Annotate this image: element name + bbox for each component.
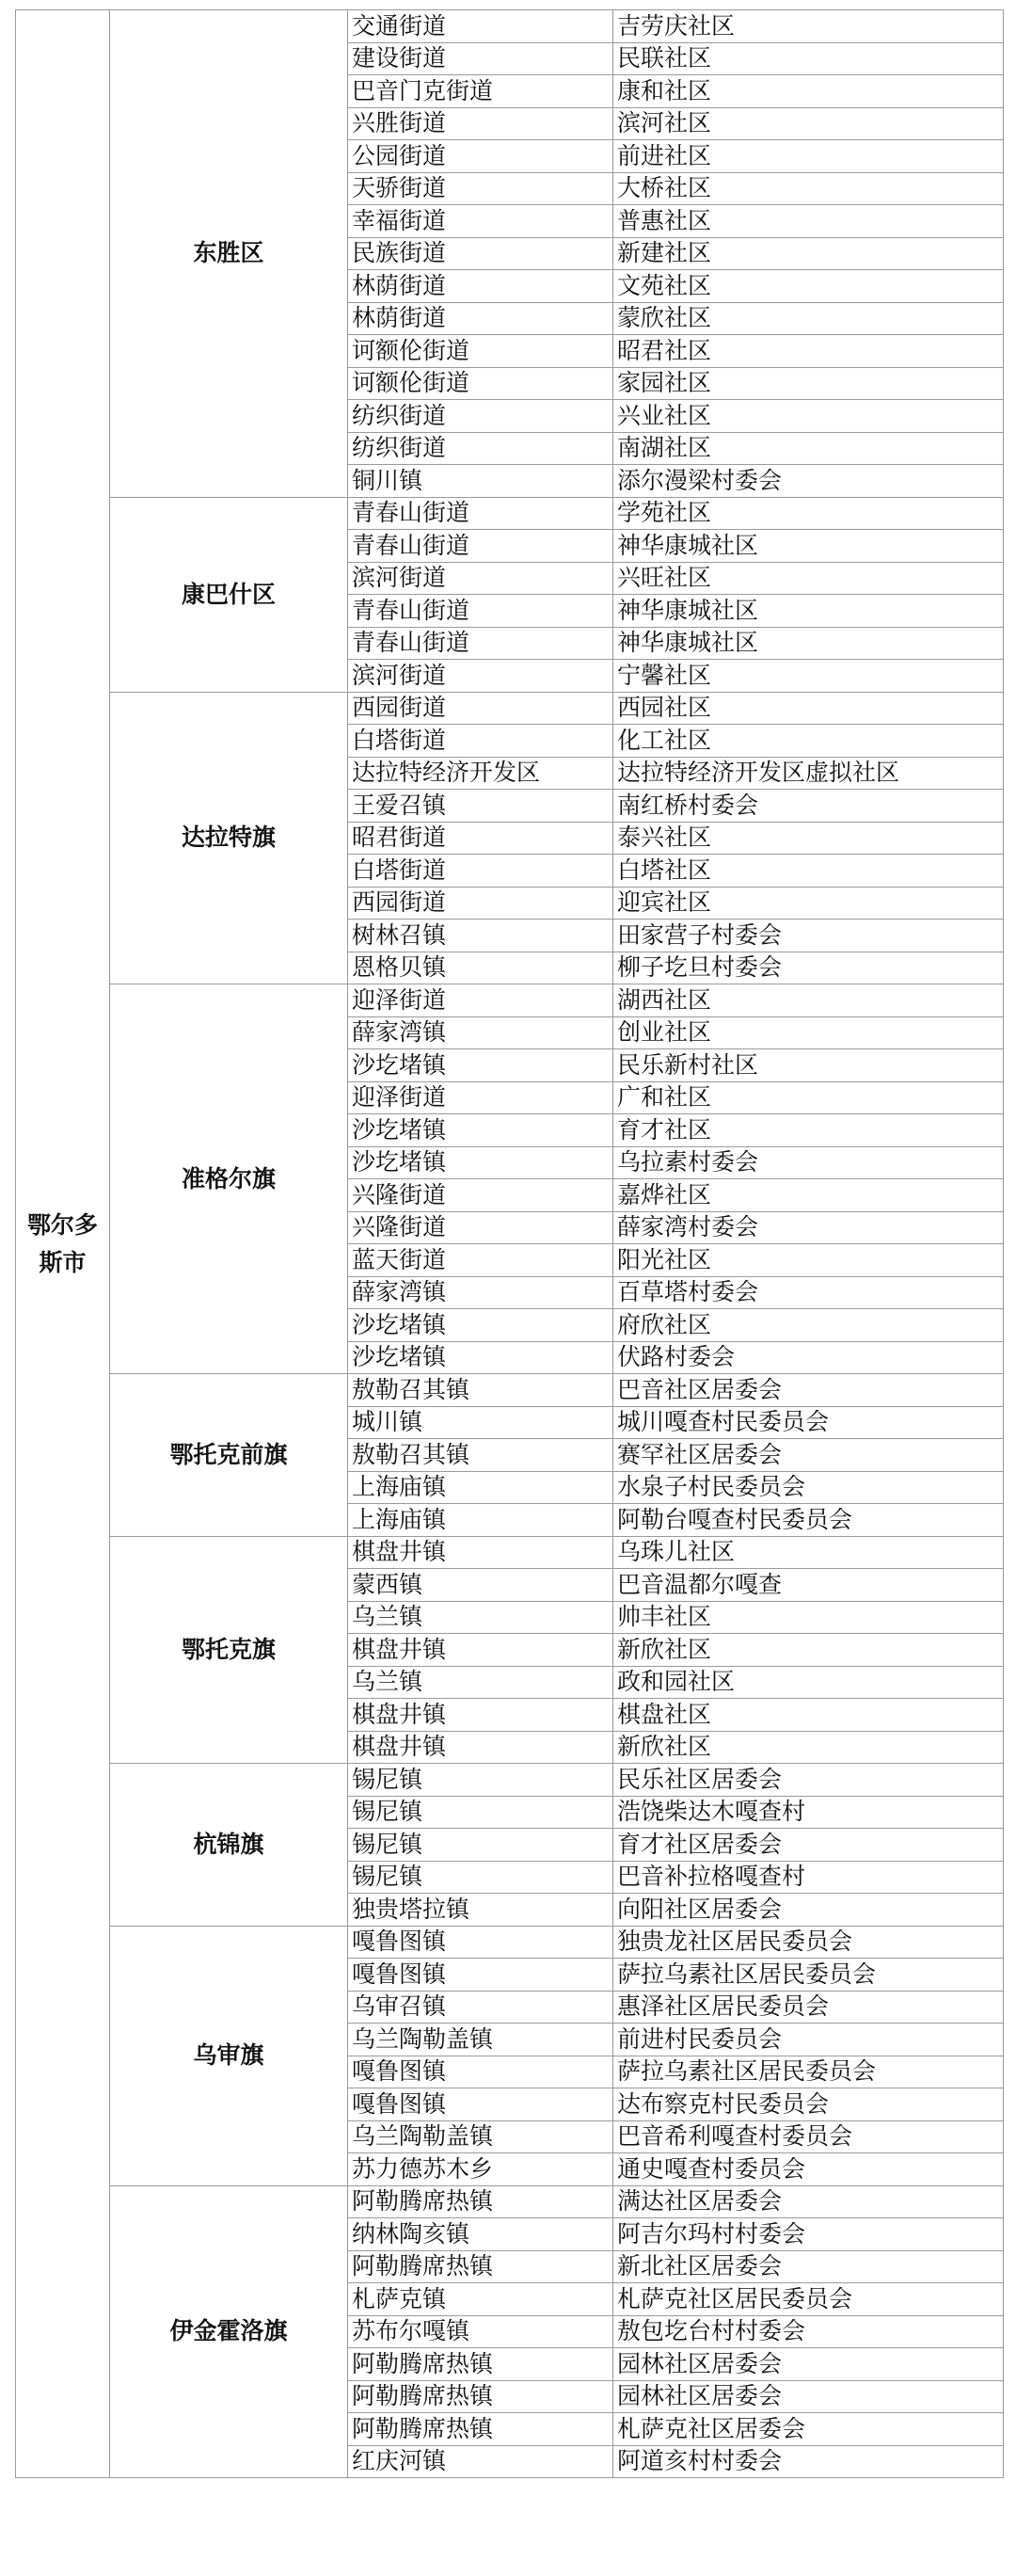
town-cell: 乌兰陶勒盖镇 — [348, 2120, 613, 2153]
district-cell: 鄂托克旗 — [110, 1536, 348, 1764]
community-cell: 薛家湾村委会 — [613, 1211, 1004, 1244]
district-cell: 准格尔旗 — [110, 984, 348, 1374]
district-cell: 伊金霍洛旗 — [110, 2185, 348, 2478]
community-cell: 巴音希利嘎查村委员会 — [613, 2120, 1004, 2153]
town-cell: 昭君街道 — [348, 822, 613, 855]
town-cell: 锡尼镇 — [348, 1861, 613, 1894]
community-cell: 达拉特经济开发区虚拟社区 — [613, 757, 1004, 790]
town-cell: 达拉特经济开发区 — [348, 757, 613, 790]
town-cell: 红庆河镇 — [348, 2445, 613, 2478]
district-cell: 东胜区 — [110, 10, 348, 498]
town-cell: 棋盘井镇 — [348, 1536, 613, 1569]
table-row — [16, 1926, 1004, 1959]
community-table — [15, 9, 1004, 2478]
town-cell: 乌兰镇 — [348, 1666, 613, 1699]
community-cell: 阿道亥村村委会 — [613, 2445, 1004, 2478]
district-cell: 康巴什区 — [110, 497, 348, 692]
community-cell: 滨河社区 — [613, 107, 1004, 140]
district-cell: 达拉特旗 — [110, 692, 348, 984]
town-cell: 白塔街道 — [348, 855, 613, 888]
town-cell: 青春山街道 — [348, 595, 613, 628]
community-cell: 兴旺社区 — [613, 562, 1004, 595]
town-cell: 建设街道 — [348, 42, 613, 75]
community-cell: 育才社区居委会 — [613, 1829, 1004, 1862]
table-row — [16, 10, 1004, 43]
town-cell: 铜川镇 — [348, 465, 613, 498]
town-cell: 棋盘井镇 — [348, 1731, 613, 1764]
town-cell: 薛家湾镇 — [348, 1276, 613, 1309]
town-cell: 乌兰镇 — [348, 1601, 613, 1634]
town-cell: 西园街道 — [348, 692, 613, 725]
town-cell: 诃额伦街道 — [348, 367, 613, 400]
town-cell: 锡尼镇 — [348, 1829, 613, 1862]
town-cell: 纳林陶亥镇 — [348, 2218, 613, 2251]
community-cell: 浩饶柴达木嘎查村 — [613, 1796, 1004, 1829]
town-cell: 青春山街道 — [348, 530, 613, 563]
table-row — [16, 1536, 1004, 1569]
community-cell: 满达社区居委会 — [613, 2185, 1004, 2218]
town-cell: 青春山街道 — [348, 497, 613, 530]
community-cell: 阿吉尔玛村村委会 — [613, 2218, 1004, 2251]
town-cell: 巴音门克街道 — [348, 75, 613, 108]
town-cell: 沙圪堵镇 — [348, 1049, 613, 1082]
community-cell: 大桥社区 — [613, 172, 1004, 205]
town-cell: 兴隆街道 — [348, 1211, 613, 1244]
town-cell: 敖勒召其镇 — [348, 1439, 613, 1472]
town-cell: 林荫街道 — [348, 270, 613, 303]
town-cell: 树林召镇 — [348, 920, 613, 952]
community-cell: 萨拉乌素社区居民委员会 — [613, 1959, 1004, 1992]
town-cell: 苏力德苏木乡 — [348, 2153, 613, 2186]
community-cell: 添尔漫梁村委会 — [613, 465, 1004, 498]
town-cell: 阿勒腾席热镇 — [348, 2185, 613, 2218]
community-cell: 民乐新村社区 — [613, 1049, 1004, 1082]
community-cell: 湖西社区 — [613, 984, 1004, 1017]
town-cell: 嘎鲁图镇 — [348, 2056, 613, 2088]
community-cell: 新建社区 — [613, 237, 1004, 270]
community-cell: 萨拉乌素社区居民委员会 — [613, 2056, 1004, 2088]
town-cell: 苏布尔嘎镇 — [348, 2315, 613, 2348]
town-cell: 公园街道 — [348, 140, 613, 173]
community-cell: 南湖社区 — [613, 432, 1004, 465]
community-cell: 园林社区居委会 — [613, 2380, 1004, 2413]
table-row — [16, 497, 1004, 530]
table-row — [16, 692, 1004, 725]
town-cell: 兴胜街道 — [348, 107, 613, 140]
community-cell: 白塔社区 — [613, 855, 1004, 888]
community-cell: 神华康城社区 — [613, 595, 1004, 628]
community-cell: 巴音补拉格嘎查村 — [613, 1861, 1004, 1894]
community-cell: 札萨克社区居委会 — [613, 2413, 1004, 2446]
community-cell: 育才社区 — [613, 1114, 1004, 1147]
community-cell: 嘉烨社区 — [613, 1179, 1004, 1212]
community-cell: 阿勒台嘎查村民委员会 — [613, 1504, 1004, 1537]
community-cell: 学苑社区 — [613, 497, 1004, 530]
town-cell: 乌审召镇 — [348, 1991, 613, 2024]
community-table-body — [16, 10, 1004, 2478]
community-cell: 独贵龙社区居民委员会 — [613, 1926, 1004, 1959]
community-cell: 兴业社区 — [613, 400, 1004, 433]
community-cell: 宁馨社区 — [613, 660, 1004, 693]
town-cell: 城川镇 — [348, 1406, 613, 1439]
community-cell: 南红桥村委会 — [613, 790, 1004, 823]
town-cell: 嘎鲁图镇 — [348, 2088, 613, 2121]
community-cell: 巴音温都尔嘎查 — [613, 1569, 1004, 1602]
town-cell: 纺织街道 — [348, 400, 613, 433]
town-cell: 棋盘井镇 — [348, 1699, 613, 1732]
town-cell: 上海庙镇 — [348, 1471, 613, 1504]
community-cell: 民乐社区居委会 — [613, 1764, 1004, 1797]
community-cell: 敖包圪台村村委会 — [613, 2315, 1004, 2348]
table-row — [16, 1764, 1004, 1797]
town-cell: 诃额伦街道 — [348, 335, 613, 368]
town-cell: 沙圪堵镇 — [348, 1341, 613, 1374]
town-cell: 西园街道 — [348, 887, 613, 920]
town-cell: 上海庙镇 — [348, 1504, 613, 1537]
town-cell: 沙圪堵镇 — [348, 1114, 613, 1147]
district-cell: 鄂托克前旗 — [110, 1374, 348, 1537]
community-cell: 百草塔村委会 — [613, 1276, 1004, 1309]
community-cell: 柳子圪旦村委会 — [613, 952, 1004, 984]
town-cell: 恩格贝镇 — [348, 952, 613, 984]
town-cell: 嘎鲁图镇 — [348, 1926, 613, 1959]
community-cell: 前进村民委员会 — [613, 2024, 1004, 2056]
table-row — [16, 984, 1004, 1017]
community-cell: 通史嘎查村委员会 — [613, 2153, 1004, 2186]
table-row — [16, 2185, 1004, 2218]
town-cell: 民族街道 — [348, 237, 613, 270]
town-cell: 迎泽街道 — [348, 984, 613, 1017]
community-cell: 西园社区 — [613, 692, 1004, 725]
community-cell: 田家营子村委会 — [613, 920, 1004, 952]
community-cell: 创业社区 — [613, 1016, 1004, 1049]
district-cell: 杭锦旗 — [110, 1764, 348, 1927]
town-cell: 薛家湾镇 — [348, 1016, 613, 1049]
community-cell: 惠泽社区居民委员会 — [613, 1991, 1004, 2024]
community-cell: 札萨克社区居民委员会 — [613, 2283, 1004, 2316]
community-cell: 家园社区 — [613, 367, 1004, 400]
community-cell: 伏路村委会 — [613, 1341, 1004, 1374]
community-cell: 园林社区居委会 — [613, 2348, 1004, 2381]
district-cell: 乌审旗 — [110, 1926, 348, 2185]
community-cell: 乌珠儿社区 — [613, 1536, 1004, 1569]
town-cell: 青春山街道 — [348, 627, 613, 660]
community-cell: 巴音社区居委会 — [613, 1374, 1004, 1407]
community-cell: 政和园社区 — [613, 1666, 1004, 1699]
community-cell: 神华康城社区 — [613, 627, 1004, 660]
community-cell: 乌拉素村委会 — [613, 1146, 1004, 1179]
town-cell: 棋盘井镇 — [348, 1634, 613, 1667]
town-cell: 迎泽街道 — [348, 1081, 613, 1114]
community-cell: 吉劳庆社区 — [613, 10, 1004, 43]
community-cell: 赛罕社区居委会 — [613, 1439, 1004, 1472]
city-cell: 鄂尔多斯市 — [16, 10, 110, 2478]
community-cell: 泰兴社区 — [613, 822, 1004, 855]
community-cell: 府欣社区 — [613, 1309, 1004, 1342]
town-cell: 滨河街道 — [348, 660, 613, 693]
community-cell: 阳光社区 — [613, 1244, 1004, 1277]
town-cell: 嘎鲁图镇 — [348, 1959, 613, 1992]
town-cell: 林荫街道 — [348, 302, 613, 335]
town-cell: 交通街道 — [348, 10, 613, 43]
town-cell: 幸福街道 — [348, 205, 613, 238]
community-cell: 民联社区 — [613, 42, 1004, 75]
town-cell: 札萨克镇 — [348, 2283, 613, 2316]
community-cell: 昭君社区 — [613, 335, 1004, 368]
town-cell: 兴隆街道 — [348, 1179, 613, 1212]
community-cell: 化工社区 — [613, 725, 1004, 758]
town-cell: 王爱召镇 — [348, 790, 613, 823]
town-cell: 滨河街道 — [348, 562, 613, 595]
town-cell: 独贵塔拉镇 — [348, 1894, 613, 1927]
town-cell: 乌兰陶勒盖镇 — [348, 2024, 613, 2056]
community-cell: 帅丰社区 — [613, 1601, 1004, 1634]
town-cell: 蓝天街道 — [348, 1244, 613, 1277]
community-cell: 普惠社区 — [613, 205, 1004, 238]
community-cell: 神华康城社区 — [613, 530, 1004, 563]
community-cell: 城川嘎查村民委员会 — [613, 1406, 1004, 1439]
community-cell: 新欣社区 — [613, 1731, 1004, 1764]
community-cell: 广和社区 — [613, 1081, 1004, 1114]
community-cell: 蒙欣社区 — [613, 302, 1004, 335]
town-cell: 锡尼镇 — [348, 1796, 613, 1829]
town-cell: 阿勒腾席热镇 — [348, 2250, 613, 2283]
table-row — [16, 1374, 1004, 1407]
community-cell: 新北社区居委会 — [613, 2250, 1004, 2283]
community-cell: 文苑社区 — [613, 270, 1004, 303]
town-cell: 沙圪堵镇 — [348, 1146, 613, 1179]
town-cell: 阿勒腾席热镇 — [348, 2413, 613, 2446]
town-cell: 天骄街道 — [348, 172, 613, 205]
town-cell: 纺织街道 — [348, 432, 613, 465]
community-cell: 水泉子村民委员会 — [613, 1471, 1004, 1504]
community-cell: 棋盘社区 — [613, 1699, 1004, 1732]
community-cell: 康和社区 — [613, 75, 1004, 108]
town-cell: 白塔街道 — [348, 725, 613, 758]
town-cell: 沙圪堵镇 — [348, 1309, 613, 1342]
town-cell: 阿勒腾席热镇 — [348, 2348, 613, 2381]
town-cell: 锡尼镇 — [348, 1764, 613, 1797]
town-cell: 敖勒召其镇 — [348, 1374, 613, 1407]
town-cell: 阿勒腾席热镇 — [348, 2380, 613, 2413]
community-cell: 迎宾社区 — [613, 887, 1004, 920]
community-cell: 向阳社区居委会 — [613, 1894, 1004, 1927]
community-cell: 前进社区 — [613, 140, 1004, 173]
community-cell: 达布察克村民委员会 — [613, 2088, 1004, 2121]
town-cell: 蒙西镇 — [348, 1569, 613, 1602]
community-cell: 新欣社区 — [613, 1634, 1004, 1667]
